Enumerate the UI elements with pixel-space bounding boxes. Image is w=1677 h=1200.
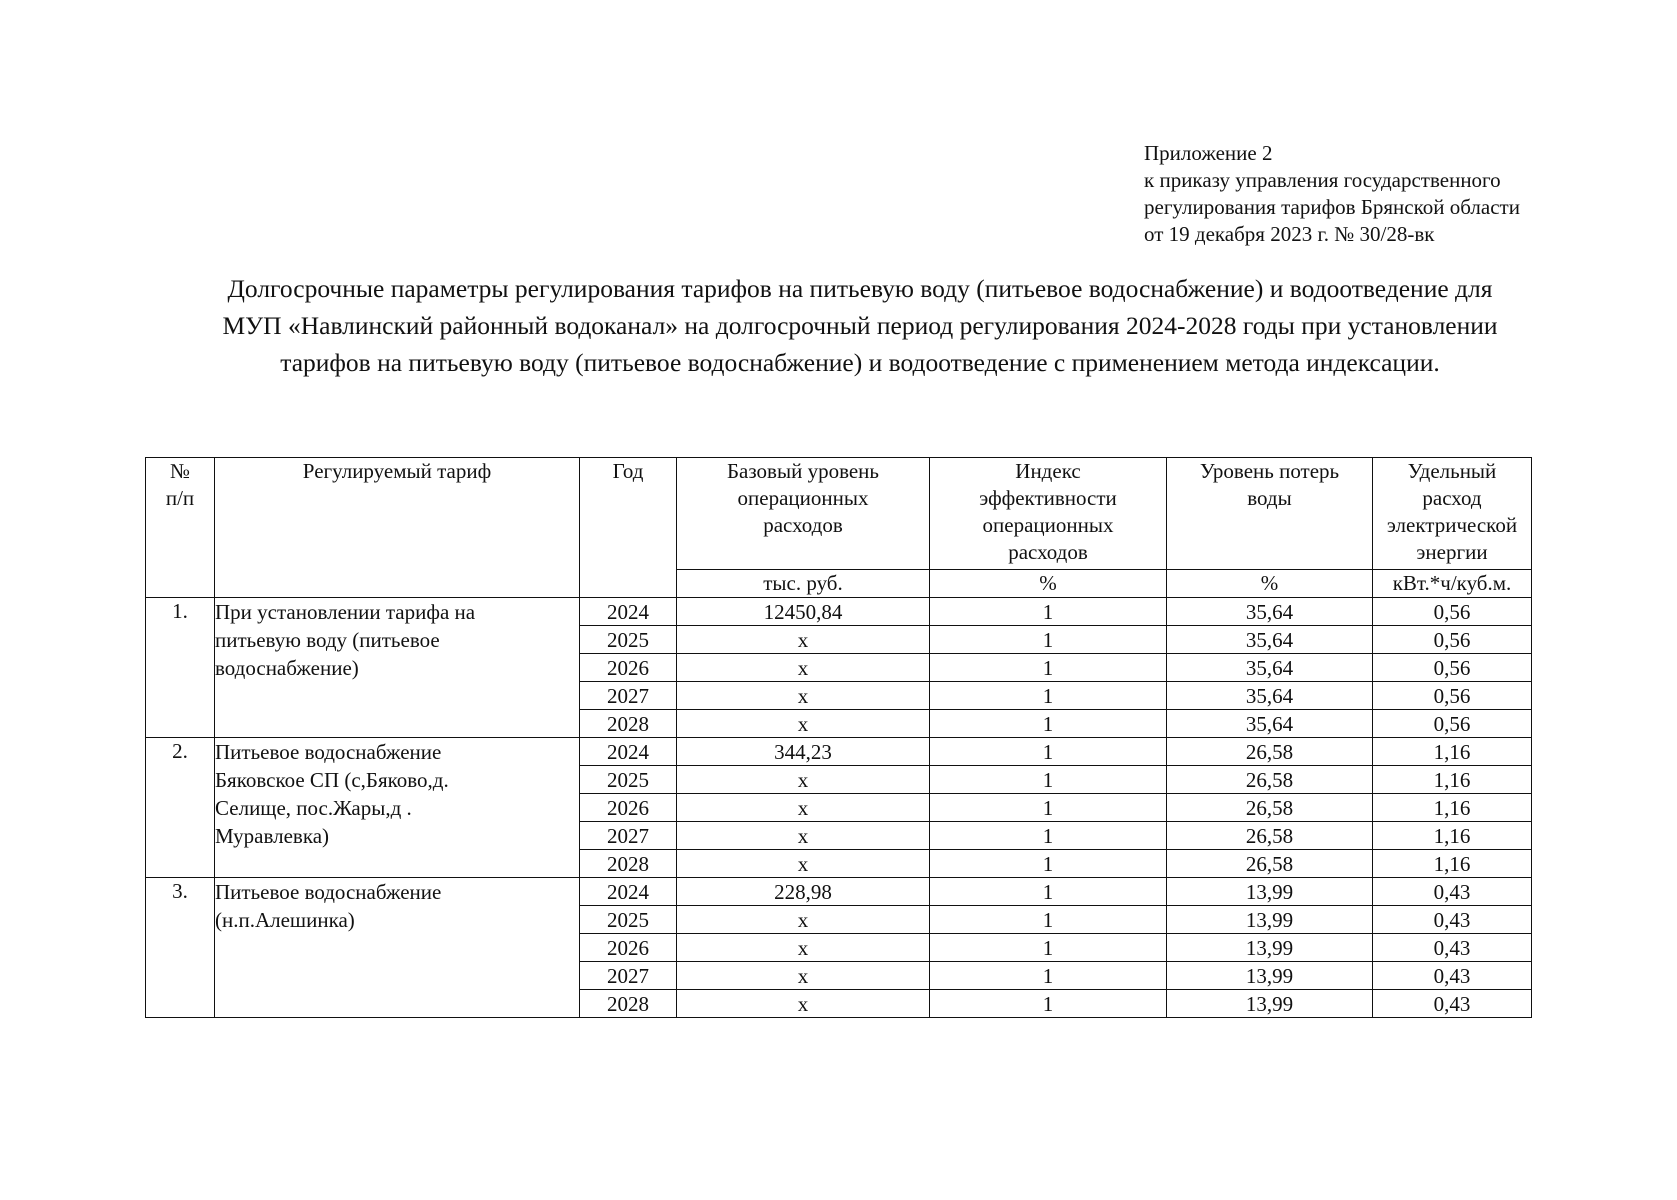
row-number: 3. [146, 878, 215, 1018]
header-line: электрической [1386, 513, 1518, 537]
energy-cell: 1,16 [1373, 766, 1532, 794]
row-number: 1. [146, 598, 215, 738]
base-cell: x [677, 906, 930, 934]
table-header [146, 458, 1532, 598]
energy-cell: 0,43 [1373, 962, 1532, 990]
energy-cell: 0,56 [1373, 710, 1532, 738]
header-line: воды [1247, 486, 1292, 510]
index-cell: 1 [930, 598, 1167, 626]
appendix-line: от 19 декабря 2023 г. № 30/28-вк [1144, 222, 1435, 246]
index-cell: 1 [930, 906, 1167, 934]
energy-cell: 0,56 [1373, 654, 1532, 682]
losses-cell: 26,58 [1167, 822, 1373, 850]
base-cell: x [677, 990, 930, 1018]
year-cell: 2028 [580, 710, 677, 738]
header-line: эффективности [979, 486, 1117, 510]
base-cell: x [677, 962, 930, 990]
tariff-name [215, 598, 580, 738]
index-cell: 1 [930, 990, 1167, 1018]
base-cell: 12450,84 [677, 598, 930, 626]
appendix-line: к приказу управления государственного [1144, 168, 1501, 192]
unit-losses: % [1167, 570, 1373, 598]
base-cell: x [677, 822, 930, 850]
appendix-block [1144, 140, 1520, 248]
year-cell: 2025 [580, 906, 677, 934]
header-num [146, 458, 215, 598]
tariff-name-line: Муравлевка) [215, 824, 330, 848]
index-cell: 1 [930, 822, 1167, 850]
unit-base: тыс. руб. [677, 570, 930, 598]
year-cell: 2024 [580, 598, 677, 626]
energy-cell: 0,43 [1373, 878, 1532, 906]
year-cell: 2024 [580, 878, 677, 906]
energy-cell: 0,43 [1373, 990, 1532, 1018]
energy-cell: 1,16 [1373, 822, 1532, 850]
tariff-name-line: Питьевое водоснабжение [215, 880, 442, 904]
index-cell: 1 [930, 934, 1167, 962]
year-cell: 2028 [580, 850, 677, 878]
header-year [580, 458, 677, 598]
year-cell: 2024 [580, 738, 677, 766]
year-cell: 2026 [580, 654, 677, 682]
index-cell: 1 [930, 710, 1167, 738]
header-efficiency-index [930, 458, 1167, 570]
energy-cell: 0,43 [1373, 906, 1532, 934]
index-cell: 1 [930, 878, 1167, 906]
parameters-table [145, 457, 1532, 1018]
losses-cell: 26,58 [1167, 738, 1373, 766]
losses-cell: 35,64 [1167, 626, 1373, 654]
base-cell: x [677, 794, 930, 822]
losses-cell: 35,64 [1167, 654, 1373, 682]
losses-cell: 13,99 [1167, 990, 1373, 1018]
header-row [146, 458, 1532, 570]
base-cell: x [677, 626, 930, 654]
appendix-line: регулирования тарифов Брянской области [1144, 195, 1520, 219]
energy-cell: 0,43 [1373, 934, 1532, 962]
table-row [146, 878, 1532, 906]
tariff-name [215, 878, 580, 1018]
table-row [146, 738, 1532, 766]
year-cell: 2027 [580, 962, 677, 990]
header-energy-consumption [1373, 458, 1532, 570]
losses-cell: 13,99 [1167, 934, 1373, 962]
tariff-name [215, 738, 580, 878]
energy-cell: 1,16 [1373, 738, 1532, 766]
row-number: 2. [146, 738, 215, 878]
index-cell: 1 [930, 962, 1167, 990]
losses-cell: 26,58 [1167, 794, 1373, 822]
tariff-name-line: Бяковское СП (с,Бяково,д. [215, 768, 449, 792]
header-line: Удельный [1407, 459, 1497, 483]
tariff-name-line: При установлении тарифа на [215, 600, 476, 624]
base-cell: 344,23 [677, 738, 930, 766]
table-body [146, 598, 1532, 1018]
header-line: № [169, 459, 191, 483]
appendix-line: Приложение 2 [1144, 141, 1273, 165]
header-line: п/п [165, 486, 195, 510]
energy-cell: 1,16 [1373, 850, 1532, 878]
title-line: тарифов на питьевую воду (питьевое водоснабжение) и водоотведение с применением метода индексации. [280, 348, 1440, 377]
losses-cell: 35,64 [1167, 598, 1373, 626]
tariff-name-line: (н.п.Алешинка) [215, 908, 355, 932]
title-line: Долгосрочные параметры регулирования тарифов на питьевую воду (питьевое водоснабжение) и водоотведение для [227, 274, 1493, 303]
year-cell: 2027 [580, 822, 677, 850]
header-tariff [215, 458, 580, 598]
header-base-opex [677, 458, 930, 570]
index-cell: 1 [930, 682, 1167, 710]
tariff-name-line: водоснабжение) [215, 656, 359, 680]
index-cell: 1 [930, 766, 1167, 794]
header-line: расходов [1008, 540, 1088, 564]
tariff-name-line: Питьевое водоснабжение [215, 740, 442, 764]
losses-cell: 35,64 [1167, 682, 1373, 710]
index-cell: 1 [930, 850, 1167, 878]
base-cell: x [677, 850, 930, 878]
header-water-losses [1167, 458, 1373, 570]
year-cell: 2025 [580, 766, 677, 794]
year-cell: 2026 [580, 934, 677, 962]
unit-energy: кВт.*ч/куб.м. [1373, 570, 1532, 598]
base-cell: x [677, 654, 930, 682]
tariff-name-line: питьевую воду (питьевое [215, 628, 440, 652]
losses-cell: 26,58 [1167, 850, 1373, 878]
losses-cell: 13,99 [1167, 906, 1373, 934]
losses-cell: 26,58 [1167, 766, 1373, 794]
index-cell: 1 [930, 738, 1167, 766]
index-cell: 1 [930, 794, 1167, 822]
header-line: Год [612, 459, 644, 483]
table-row [146, 598, 1532, 626]
unit-index: % [930, 570, 1167, 598]
year-cell: 2025 [580, 626, 677, 654]
losses-cell: 13,99 [1167, 962, 1373, 990]
energy-cell: 1,16 [1373, 794, 1532, 822]
base-cell: x [677, 766, 930, 794]
header-line: операционных [737, 486, 869, 510]
header-line: расходов [763, 513, 843, 537]
header-line: расход [1422, 486, 1482, 510]
losses-cell: 13,99 [1167, 878, 1373, 906]
base-cell: x [677, 934, 930, 962]
index-cell: 1 [930, 626, 1167, 654]
document-title [150, 270, 1570, 381]
base-cell: x [677, 710, 930, 738]
tariff-name-line: Селище, пос.Жары,д . [215, 796, 412, 820]
index-cell: 1 [930, 654, 1167, 682]
header-line: операционных [982, 513, 1114, 537]
header-line: Индекс [1015, 459, 1081, 483]
energy-cell: 0,56 [1373, 626, 1532, 654]
header-line: Регулируемый тариф [302, 459, 492, 483]
year-cell: 2026 [580, 794, 677, 822]
header-line: энергии [1416, 540, 1488, 564]
year-cell: 2027 [580, 682, 677, 710]
year-cell: 2028 [580, 990, 677, 1018]
energy-cell: 0,56 [1373, 682, 1532, 710]
energy-cell: 0,56 [1373, 598, 1532, 626]
header-line: Базовый уровень [727, 459, 879, 483]
header-line: Уровень потерь [1199, 459, 1340, 483]
title-line: МУП «Навлинский районный водоканал» на долгосрочный период регулирования 2024-2028 годы при установлении [222, 311, 1498, 340]
losses-cell: 35,64 [1167, 710, 1373, 738]
base-cell: 228,98 [677, 878, 930, 906]
base-cell: x [677, 682, 930, 710]
